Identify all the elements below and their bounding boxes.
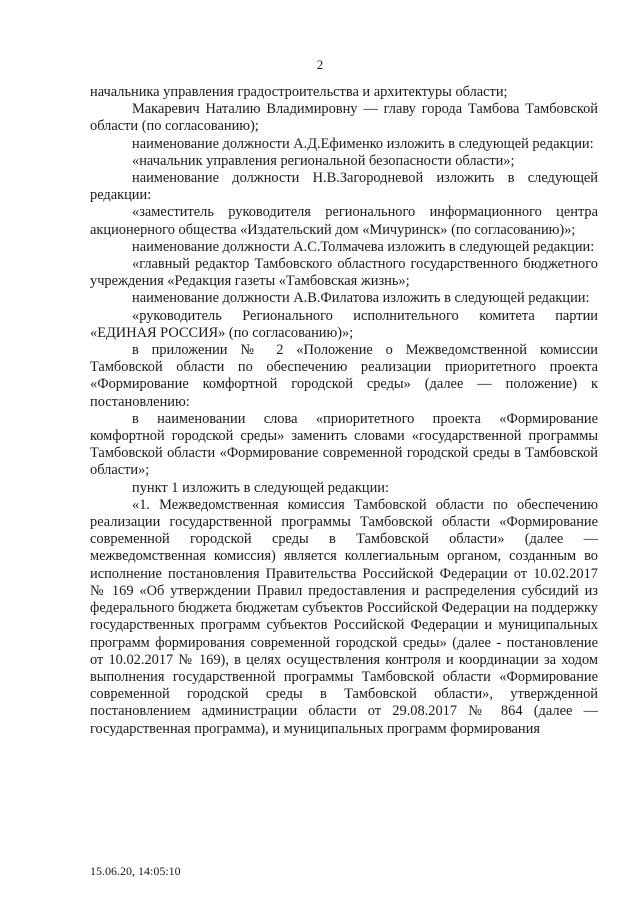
paragraph: пункт 1 изложить в следующей редакции: [132,479,389,496]
paragraph: наименование должности А.В.Филатова изложить в следующей редакции: [132,290,590,307]
document-body [90,84,598,738]
paragraph: наименование должности Н.В.Загородневой изложить в следующей редакции: [90,170,598,204]
footer-timestamp: 15.06.20, 14:05:10 [90,864,181,878]
paragraph: наименование должности А.Д.Ефименко изложить в следующей редакции: [132,135,594,152]
paragraph: «главный редактор Тамбовского областного государственного бюджетного учреждения «Редакция газеты «Тамбовская жизнь»; [90,256,598,290]
paragraph: наименование должности А.С.Толмачева изложить в следующей редакции: [132,238,595,255]
paragraph: Макаревич Наталию Владимировну — главу города Тамбова Тамбовской области (по согласованию); [90,101,598,135]
paragraph: «заместитель руководителя регионального информационного центра акционерного общества «Издательский дом «Мичуринск» (по согласованию)»; [90,204,598,238]
paragraph: в наименовании слова «приоритетного проекта «Формирование комфортной городской среды» заменить словами «государственной программы Тамбовской области «Формирование современной городской среды в Тамбовской области»; [90,410,598,479]
paragraph: «руководитель Регионального исполнительного комитета партии «ЕДИНАЯ РОССИЯ» (по согласованию)»; [90,307,598,341]
paragraph: начальника управления градостроительства и архитектуры области; [90,84,508,100]
page-number: 2 [316,57,324,72]
paragraph: в приложении № 2 «Положение о Межведомственной комиссии Тамбовской области по обеспечению реализации приоритетного проекта «Формирование комфортной городской среды» (далее — положение) к постановлению: [90,342,598,410]
paragraph: «1. Межведомственная комиссия Тамбовской области по обеспечению реализации государственной программы Тамбовской области «Формирование современной городской среды в Тамбовской области» (далее — межведомственная комиссия) является коллегиальным органом, созданным во исполнение постановления Правительства Российской Федерации от 10.02.2017 № 169 «Об утверждении Правил предоставления и распределения субсидий из федерального бюджета бюджетам субъектов Российской Федерации на поддержку государственных программ субъектов Российской Федерации и муниципальных программ формирования современной городской среды» (далее - постановление от 10.02.2017 № 169), в целях осуществления контроля и координации за ходом выполнения государственной программы Тамбовской области «Формирование современной городской среды в Тамбовской области», утвержденной постановлением администрации области от 29.08.2017 № 864 (далее — государственная программа), и муниципальных программ формирования [90,496,598,737]
paragraph: «начальник управления региональной безопасности области»; [132,152,515,169]
